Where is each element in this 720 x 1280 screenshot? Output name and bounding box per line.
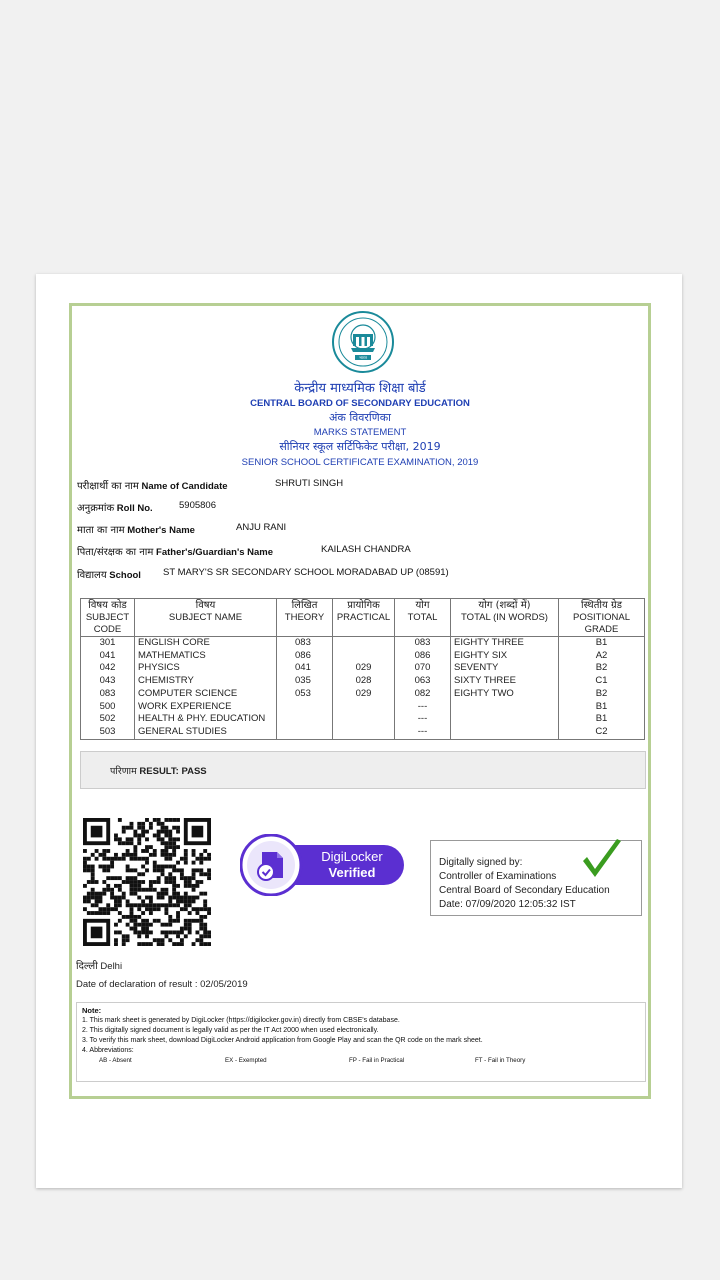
- sig-line1: Digitally signed by:: [439, 857, 523, 868]
- cell-words: [451, 701, 559, 714]
- digilocker-verified-badge[interactable]: [240, 834, 406, 896]
- header-total: योग TOTAL: [395, 599, 451, 637]
- school-label-hindi: विद्यालय: [77, 570, 107, 581]
- school-label: School: [109, 570, 141, 581]
- roll-number: 5905806: [179, 500, 216, 511]
- note-item: 2. This digitally signed document is legally valid as per the IT Act 2000 when used electronically.: [82, 1027, 379, 1034]
- abbreviation: EX - Exempted: [225, 1057, 267, 1064]
- name-label: Name of Candidate: [141, 481, 228, 492]
- note-item: 4. Abbreviations:: [82, 1047, 134, 1054]
- table-row: [81, 688, 645, 701]
- cell-practical: [333, 650, 395, 663]
- cell-total: 063: [395, 675, 451, 688]
- cell-words: [451, 726, 559, 739]
- cell-practical: [333, 701, 395, 714]
- cell-words: EIGHTY SIX: [451, 650, 559, 663]
- cbse-seal-icon: [331, 310, 395, 374]
- cell-code: 043: [81, 675, 135, 688]
- table-row: [81, 662, 645, 675]
- cell-code: 042: [81, 662, 135, 675]
- checkmark-icon: [579, 837, 625, 883]
- sig-line4: Date: 07/09/2020 12:05:32 IST: [439, 899, 576, 910]
- school-name: ST MARY'S SR SECONDARY SCHOOL MORADABAD UP (08591): [163, 567, 449, 578]
- cell-grade: B2: [559, 688, 645, 701]
- statement-title-hindi: अंक विवरणिका: [328, 411, 392, 424]
- cell-total: 086: [395, 650, 451, 663]
- place-english: Delhi: [100, 961, 123, 972]
- cell-words: [451, 713, 559, 726]
- qr-code[interactable]: [82, 818, 212, 946]
- cell-theory: 086: [277, 650, 333, 663]
- cell-name: MATHEMATICS: [135, 650, 277, 663]
- cell-grade: B1: [559, 637, 645, 650]
- cell-words: EIGHTY THREE: [451, 637, 559, 650]
- seal-text: भारत: [359, 355, 367, 360]
- result-label: RESULT:: [139, 766, 179, 777]
- name-label-hindi: परीक्षार्थी का नाम: [77, 481, 139, 492]
- cell-words: SEVENTY: [451, 662, 559, 675]
- cell-theory: 083: [277, 637, 333, 650]
- cell-practical: 029: [333, 688, 395, 701]
- cell-name: HEALTH & PHY. EDUCATION: [135, 713, 277, 726]
- table-row: [81, 701, 645, 714]
- table-row: [81, 650, 645, 663]
- cell-total: 082: [395, 688, 451, 701]
- abbreviation: FP - Fail in Practical: [349, 1057, 405, 1064]
- cell-theory: [277, 701, 333, 714]
- cell-code: 083: [81, 688, 135, 701]
- cell-name: WORK EXPERIENCE: [135, 701, 277, 714]
- table-row: [81, 726, 645, 739]
- marksheet-page: [36, 274, 682, 1188]
- mother-name: ANJU RANI: [236, 522, 287, 533]
- cell-name: CHEMISTRY: [135, 675, 277, 688]
- table-row: [81, 637, 645, 650]
- exam-title: SENIOR SCHOOL CERTIFICATE EXAMINATION, 2019: [241, 457, 479, 468]
- cell-total: 070: [395, 662, 451, 675]
- father-name: KAILASH CHANDRA: [321, 544, 411, 555]
- candidate-name-row: [77, 478, 637, 492]
- cell-theory: 035: [277, 675, 333, 688]
- cell-practical: 029: [333, 662, 395, 675]
- cell-total: ---: [395, 726, 451, 739]
- board-name-hindi: केन्द्रीय माध्यमिक शिक्षा बोर्ड: [294, 381, 426, 396]
- cell-practical: [333, 713, 395, 726]
- cell-words: SIXTY THREE: [451, 675, 559, 688]
- cell-grade: C1: [559, 675, 645, 688]
- note-title: Note:: [82, 1006, 102, 1015]
- father-row: [77, 544, 637, 558]
- cell-code: 503: [81, 726, 135, 739]
- cell-grade: B1: [559, 701, 645, 714]
- cell-name: GENERAL STUDIES: [135, 726, 277, 739]
- mother-label: Mother's Name: [127, 525, 195, 536]
- result-box: [80, 751, 646, 789]
- table-header-row: [81, 599, 645, 637]
- cell-name: COMPUTER SCIENCE: [135, 688, 277, 701]
- roll-label: Roll No.: [116, 503, 153, 514]
- cell-words: EIGHTY TWO: [451, 688, 559, 701]
- declaration-date: 02/05/2019: [200, 979, 248, 990]
- header-total-in-words: योग (शब्दों में) TOTAL (IN WORDS): [451, 599, 559, 637]
- header-practical: प्रायोगिक PRACTICAL: [333, 599, 395, 637]
- place-hindi: दिल्ली: [76, 961, 98, 972]
- cell-grade: B2: [559, 662, 645, 675]
- cell-name: ENGLISH CORE: [135, 637, 277, 650]
- exam-title-hindi: सीनियर स्कूल सर्टिफिकेट परीक्षा, 2019: [279, 440, 441, 453]
- cell-theory: 053: [277, 688, 333, 701]
- cell-grade: B1: [559, 713, 645, 726]
- cell-total: ---: [395, 701, 451, 714]
- roll-label-hindi: अनुक्रमांक: [77, 503, 115, 514]
- cell-code: 500: [81, 701, 135, 714]
- place: [76, 958, 122, 972]
- declaration-date-row: [76, 979, 248, 990]
- cell-practical: [333, 726, 395, 739]
- father-label: Father's/Guardian's Name: [156, 547, 274, 558]
- sig-line2: Controller of Examinations: [439, 871, 557, 882]
- school-row: [77, 567, 637, 581]
- roll-row: [77, 500, 637, 514]
- cell-total: ---: [395, 713, 451, 726]
- statement-title: MARKS STATEMENT: [313, 427, 407, 438]
- cell-grade: A2: [559, 650, 645, 663]
- cell-code: 502: [81, 713, 135, 726]
- header-theory: लिखित THEORY: [277, 599, 333, 637]
- cell-total: 083: [395, 637, 451, 650]
- cell-name: PHYSICS: [135, 662, 277, 675]
- certificate-frame: [69, 303, 651, 1099]
- cell-code: 041: [81, 650, 135, 663]
- result-label-hindi: परिणाम: [110, 766, 137, 777]
- marks-table: [80, 598, 645, 740]
- candidate-name: SHRUTI SINGH: [275, 478, 344, 489]
- note-item: 1. This mark sheet is generated by DigiLocker (https://digilocker.gov.in) directly from CBSE's database.: [82, 1017, 400, 1024]
- digilocker-line2: Verified: [328, 865, 376, 880]
- digilocker-line1: DigiLocker: [321, 849, 383, 864]
- digital-signature-box: [430, 840, 642, 916]
- father-label-hindi: पिता/संरक्षक का नाम: [77, 547, 154, 558]
- header-subject-code: विषय कोड SUBJECT CODE: [81, 599, 135, 637]
- note-item: 3. To verify this mark sheet, download DigiLocker Android application from Google Play and scan the QR code on the mark sheet.: [82, 1037, 483, 1044]
- result-value: PASS: [181, 766, 207, 777]
- abbreviation: FT - Fail in Theory: [475, 1057, 526, 1064]
- cell-theory: [277, 713, 333, 726]
- cell-code: 301: [81, 637, 135, 650]
- abbreviation: AB - Absent: [99, 1057, 132, 1064]
- header-positional-grade: स्थितीय ग्रेड POSITIONAL GRADE: [559, 599, 645, 637]
- cell-theory: [277, 726, 333, 739]
- header-subject-name: विषय SUBJECT NAME: [135, 599, 277, 637]
- table-row: [81, 713, 645, 726]
- cell-theory: 041: [277, 662, 333, 675]
- cell-grade: C2: [559, 726, 645, 739]
- cell-practical: 028: [333, 675, 395, 688]
- mother-row: [77, 522, 637, 536]
- note-box: [76, 1002, 646, 1082]
- sig-line3: Central Board of Secondary Education: [439, 885, 610, 896]
- cell-practical: [333, 637, 395, 650]
- declaration-label: Date of declaration of result :: [76, 979, 198, 990]
- board-name: CENTRAL BOARD OF SECONDARY EDUCATION: [250, 398, 470, 409]
- mother-label-hindi: माता का नाम: [77, 525, 125, 536]
- table-row: [81, 675, 645, 688]
